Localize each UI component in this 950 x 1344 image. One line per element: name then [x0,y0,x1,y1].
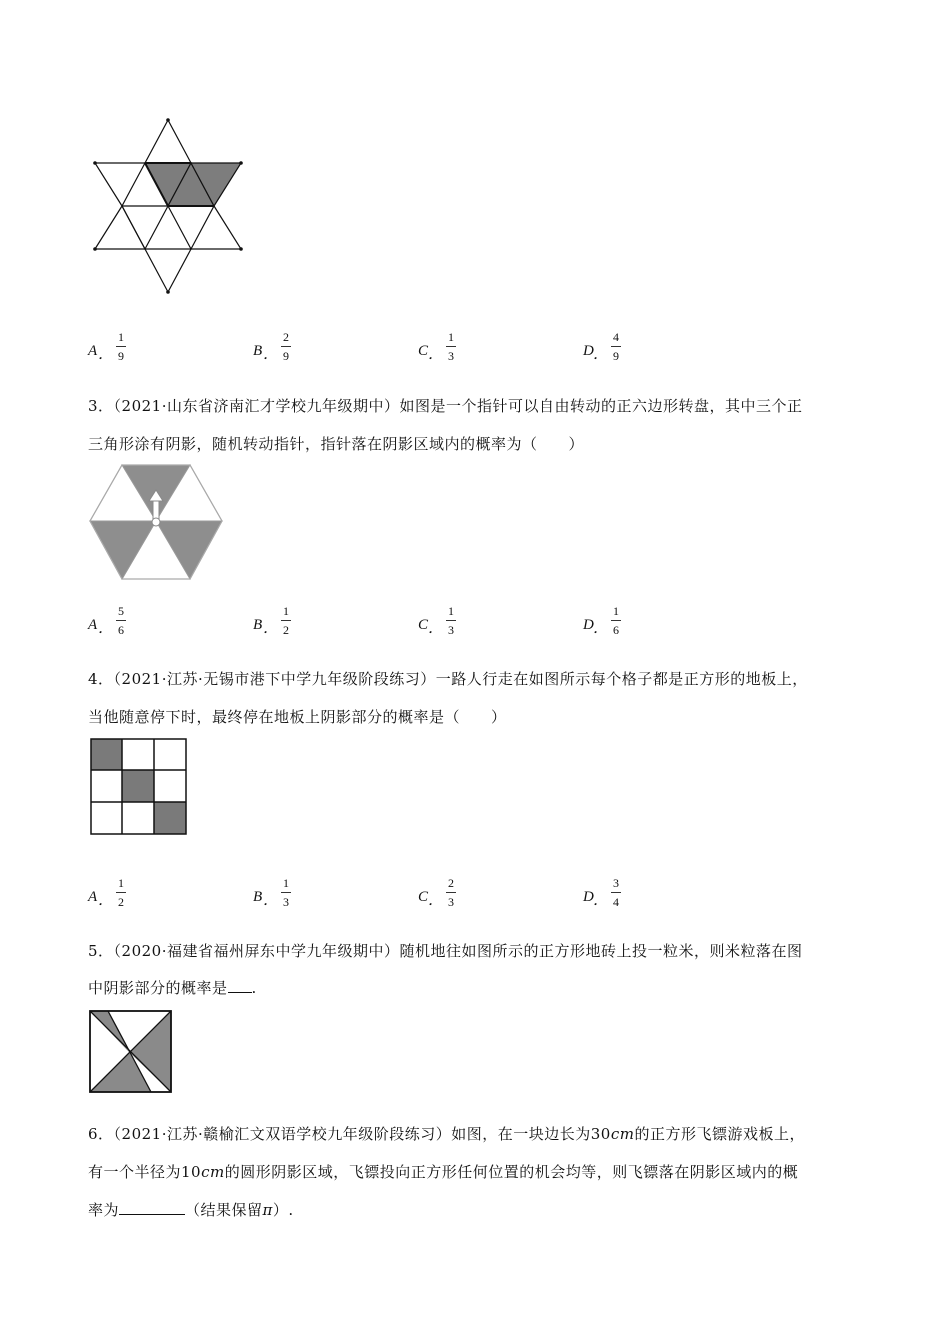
option-b-letter: B [253,889,263,905]
option-d-letter: D [583,343,594,359]
option-d-fraction: 3 4 [613,876,619,909]
option-separator: ． [428,893,444,909]
option-d-letter: D [583,617,594,633]
question-6-line-1: 6．（2021·江苏·赣榆汇文双语学校九年级阶段练习）如图，在一块边长为30cm的正方形飞镖游戏板上， [88,1125,805,1143]
option-separator: ． [593,347,609,363]
option-separator: ． [428,621,444,637]
option-b-fraction: 1 2 [283,604,289,637]
grid-floor-figure [90,738,188,836]
option-d-fraction: 4 9 [613,330,619,363]
option-a-fraction: 5 6 [118,604,124,637]
option-c-letter: C [418,889,429,905]
option-separator: ． [593,621,609,637]
star-figure [88,115,250,300]
option-separator: ． [98,347,114,363]
option-separator: ． [593,893,609,909]
option-b-fraction: 1 3 [283,876,289,909]
question-3-line-1: 3．（2021·山东省济南汇才学校九年级期中）如图是一个指针可以自由转动的正六边形转盘，其中三个正 [88,397,803,415]
option-a-letter: A [88,889,98,905]
option-separator: ． [98,621,114,637]
option-c-fraction: 1 3 [448,330,454,363]
answer-blank[interactable] [228,978,252,993]
option-separator: ． [263,893,279,909]
option-c-letter: C [418,343,429,359]
option-a-letter: A [88,617,98,633]
question-4-line-1: 4．（2021·江苏·无锡市港下中学九年级阶段练习）一路人行走在如图所示每个格子都是正方形的地板上， [88,670,808,688]
option-c-fraction: 2 3 [448,876,454,909]
square-tile-figure [89,1010,173,1094]
option-c-fraction: 1 3 [448,604,454,637]
question-6-line-3: 率为 （结果保留π）. [88,1201,294,1219]
option-b-letter: B [253,343,263,359]
option-c-letter: C [418,617,429,633]
option-a-letter: A [88,343,98,359]
option-separator: ． [263,347,279,363]
option-d-letter: D [583,889,594,905]
question-5-line-1: 5．（2020·福建省福州屏东中学九年级期中）随机地往如图所示的正方形地砖上投一粒米，则米粒落在图 [88,942,803,960]
question-4-line-2: 当他随意停下时，最终停在地板上阴影部分的概率是（ ） [88,708,507,726]
question-3-line-2: 三角形涂有阴影，随机转动指针，指针落在阴影区域内的概率为（ ） [88,435,585,453]
option-b-fraction: 2 9 [283,330,289,363]
option-separator: ． [98,893,114,909]
question-5-line-2: 中阴影部分的概率是 . [88,979,257,997]
option-b-letter: B [253,617,263,633]
option-d-fraction: 1 6 [613,604,619,637]
option-separator: ． [263,621,279,637]
hexagon-spinner [88,463,224,583]
option-separator: ． [428,347,444,363]
question-6-line-2: 有一个半径为10cm的圆形阴影区域，飞镖投向正方形任何位置的机会均等，则飞镖落在阴影区域内的概 [88,1163,799,1181]
option-a-fraction: 1 9 [118,330,124,363]
answer-blank[interactable] [119,1200,185,1215]
option-a-fraction: 1 2 [118,876,124,909]
